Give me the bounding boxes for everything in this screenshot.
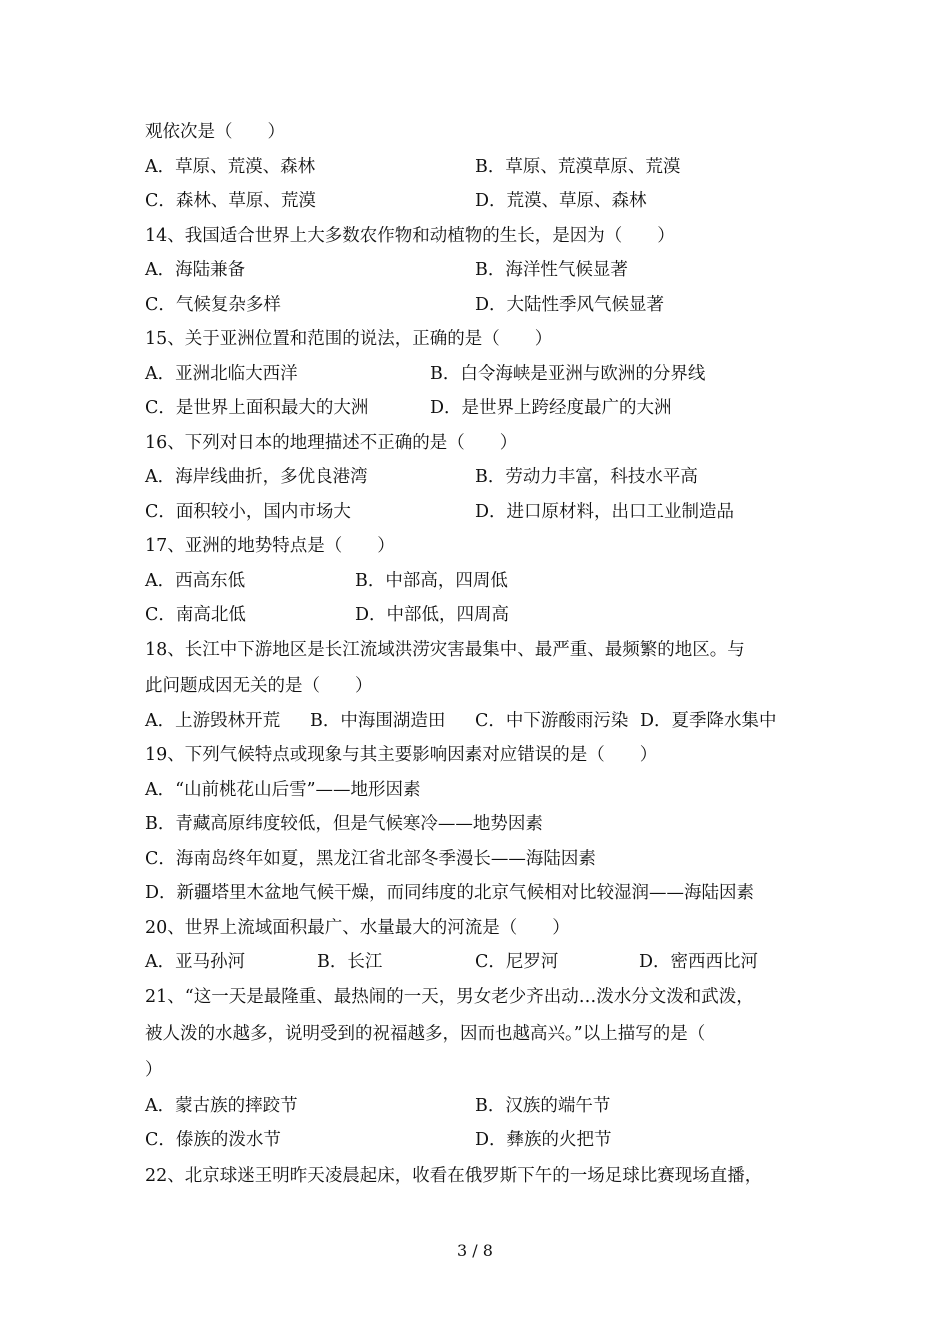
option-c: C．森林、草原、荒漠: [145, 191, 316, 211]
option-b: B．海洋性气候显著: [475, 260, 628, 280]
question-19-option-a: A．“山前桃花山后雪”——地形因素: [145, 780, 421, 800]
question-22-stem: 22、北京球迷王明昨天凌晨起床，收看在俄罗斯下午的一场足球比赛现场直播，: [145, 1166, 763, 1186]
option-b: B．白令海峡是亚洲与欧洲的分界线: [430, 364, 706, 384]
option-c: C．尼罗河: [475, 952, 559, 972]
question-17-stem: 17、亚洲的地势特点是（ ）: [145, 536, 395, 556]
option-d: D．进口原材料，出口工业制造品: [475, 502, 735, 522]
question-21-stem-line-3: ）: [145, 1060, 163, 1080]
option-b: B．劳动力丰富，科技水平高: [475, 467, 698, 487]
option-c: C．南高北低: [145, 605, 246, 625]
question-16-stem: 16、下列对日本的地理描述不正确的是（ ）: [145, 433, 518, 453]
question-15-stem: 15、关于亚洲位置和范围的说法，正确的是（ ）: [145, 329, 553, 349]
question-19-stem: 19、下列气候特点或现象与其主要影响因素对应错误的是（ ）: [145, 745, 658, 765]
question-18-stem-line-2: 此问题成因无关的是（ ）: [145, 676, 373, 696]
option-b: B．汉族的端午节: [475, 1096, 611, 1116]
option-c: C．面积较小，国内市场大: [145, 502, 351, 522]
question-20-stem: 20、世界上流域面积最广、水量最大的河流是（ ）: [145, 918, 570, 938]
option-d: D．大陆性季风气候显著: [475, 295, 665, 315]
option-c: C．中下游酸雨污染: [475, 711, 629, 731]
option-b: B．草原、荒漠草原、荒漠: [475, 157, 681, 177]
option-b: B．长江: [317, 952, 383, 972]
option-a: A．蒙古族的摔跤节: [145, 1096, 298, 1116]
question-18-stem-line-1: 18、长江中下游地区是长江流域洪涝灾害最集中、最严重、最频繁的地区。与: [145, 640, 745, 660]
page-number: 3 / 8: [457, 1241, 493, 1260]
option-c: C．气候复杂多样: [145, 295, 281, 315]
option-b: B．中部高，四周低: [355, 571, 508, 591]
option-d: D．是世界上跨经度最广的大洲: [430, 398, 672, 418]
option-a: A．亚马孙河: [145, 952, 246, 972]
question-21-stem-line-2: 被人泼的水越多，说明受到的祝福越多，因而也越高兴。”以上描写的是（: [145, 1024, 706, 1044]
question-14-stem: 14、我国适合世界上大多数农作物和动植物的生长，是因为（ ）: [145, 226, 675, 246]
option-a: A．海岸线曲折，多优良港湾: [145, 467, 368, 487]
option-d: D．夏季降水集中: [640, 711, 777, 731]
option-d: D．中部低，四周高: [355, 605, 510, 625]
question-13-continuation: 观依次是（ ）: [145, 122, 285, 142]
option-c: C．是世界上面积最大的大洲: [145, 398, 369, 418]
question-21-stem-line-1: 21、“这一天是最隆重、最热闹的一天，男女老少齐出动…泼水分文泼和武泼，: [145, 987, 754, 1007]
option-a: A．草原、荒漠、森林: [145, 157, 316, 177]
option-a: A．上游毁林开荒: [145, 711, 281, 731]
option-c: C．傣族的泼水节: [145, 1130, 281, 1150]
option-a: A．西高东低: [145, 571, 246, 591]
option-d: D．密西西比河: [639, 952, 759, 972]
option-d: D．彝族的火把节: [475, 1130, 612, 1150]
option-b: B．中海围湖造田: [310, 711, 446, 731]
option-a: A．海陆兼备: [145, 260, 246, 280]
question-19-option-b: B．青藏高原纬度较低，但是气候寒冷——地势因素: [145, 814, 543, 834]
question-19-option-d: D．新疆塔里木盆地气候干燥，而同纬度的北京气候相对比较湿润——海陆因素: [145, 883, 755, 903]
option-a: A．亚洲北临大西洋: [145, 364, 298, 384]
question-19-option-c: C．海南岛终年如夏，黑龙江省北部冬季漫长——海陆因素: [145, 849, 596, 869]
option-d: D．荒漠、草原、森林: [475, 191, 647, 211]
